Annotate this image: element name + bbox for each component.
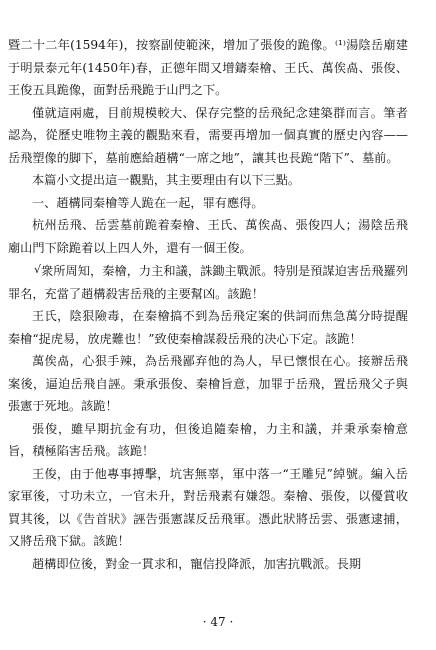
- paragraph: 本篇小文提出這一觀點，其主要理由有以下三點。: [32, 173, 301, 187]
- section-heading: 一、趙構同秦檜等人跪在一起，罪有應得。: [32, 195, 264, 210]
- paragraph: 王俊，由于他專事搏擊，坑害無辜，軍中落一“王雕兒”綽號。編入岳家軍後，寸功未立，一官未升，對岳飛素有嫌怨。秦檜、張俊，以優賞收買其後，以《告首狀》誣告張憲謀反岳飛軍。憑此狀將岳雲、張憲逮捕，又將岳飛下獄。該跪！: [8, 466, 408, 548]
- handwritten-mark: √: [34, 263, 42, 276]
- paragraph: 張俊，雖早期抗金有功，但後追隨秦檜，力主和議，并秉承秦檜意旨，積極陷害岳飛。該跪！: [8, 421, 408, 458]
- paragraph: 僅就這兩處，目前規模較大、保存完整的岳飛紀念建築群而言。筆者認為，從歷史唯物主義的觀點來看，需要再增加一個真實的歷史內容——岳飛塑像的脚下，墓前應給趙構“一席之地”，讓其也長跪“階下”、墓前。: [8, 105, 408, 165]
- paragraph: 王氏，陰狠險毒，在秦檜搞不到為岳飛定案的供詞而焦急萬分時提醒秦檜“捉虎易，放虎難也！”致使秦檜謀殺岳飛的决心下定。該跪！: [8, 309, 408, 346]
- paragraph: [8, 259, 408, 305]
- body-text: [8, 34, 408, 575]
- paragraph: 萬俟卨，心狠手辣，為岳飛鄙弃他的為人，早已懷恨在心。接辦岳飛案後，逼迫岳飛自誣。秉承張俊、秦檜旨意，加罪于岳飛，置岳飛父子與張憲于死地。該跪！: [8, 354, 408, 413]
- paragraph: 杭州岳飛、岳雲墓前跪着秦檜、王氏、萬俟卨、張俊四人；湯陰岳飛廟山門下除跪着以上四人外，還有一個王俊。: [8, 218, 408, 255]
- paragraph-text: 衆所周知，秦檜，力主和議，誅鋤主戰派。特别是預謀迫害岳飛羅列罪名，充當了趙構殺害岳飛的主要幫凶。該跪！: [8, 264, 408, 301]
- paragraph: 趙構即位後，對金一貫求和，寵信投降派，加害抗戰派。長期: [32, 556, 362, 571]
- paragraph: 暨二十二年(1594年)，按察副使範淶，增加了張俊的跪像。⁽¹⁾湯陰岳廟建于明景泰元年(1450年)春，正德年間又增鑄秦檜、王氏、萬俟卨、張俊、王俊五具跪像，面對岳飛跪于山門之下。: [8, 38, 408, 97]
- page-number: · 47 ·: [202, 615, 234, 629]
